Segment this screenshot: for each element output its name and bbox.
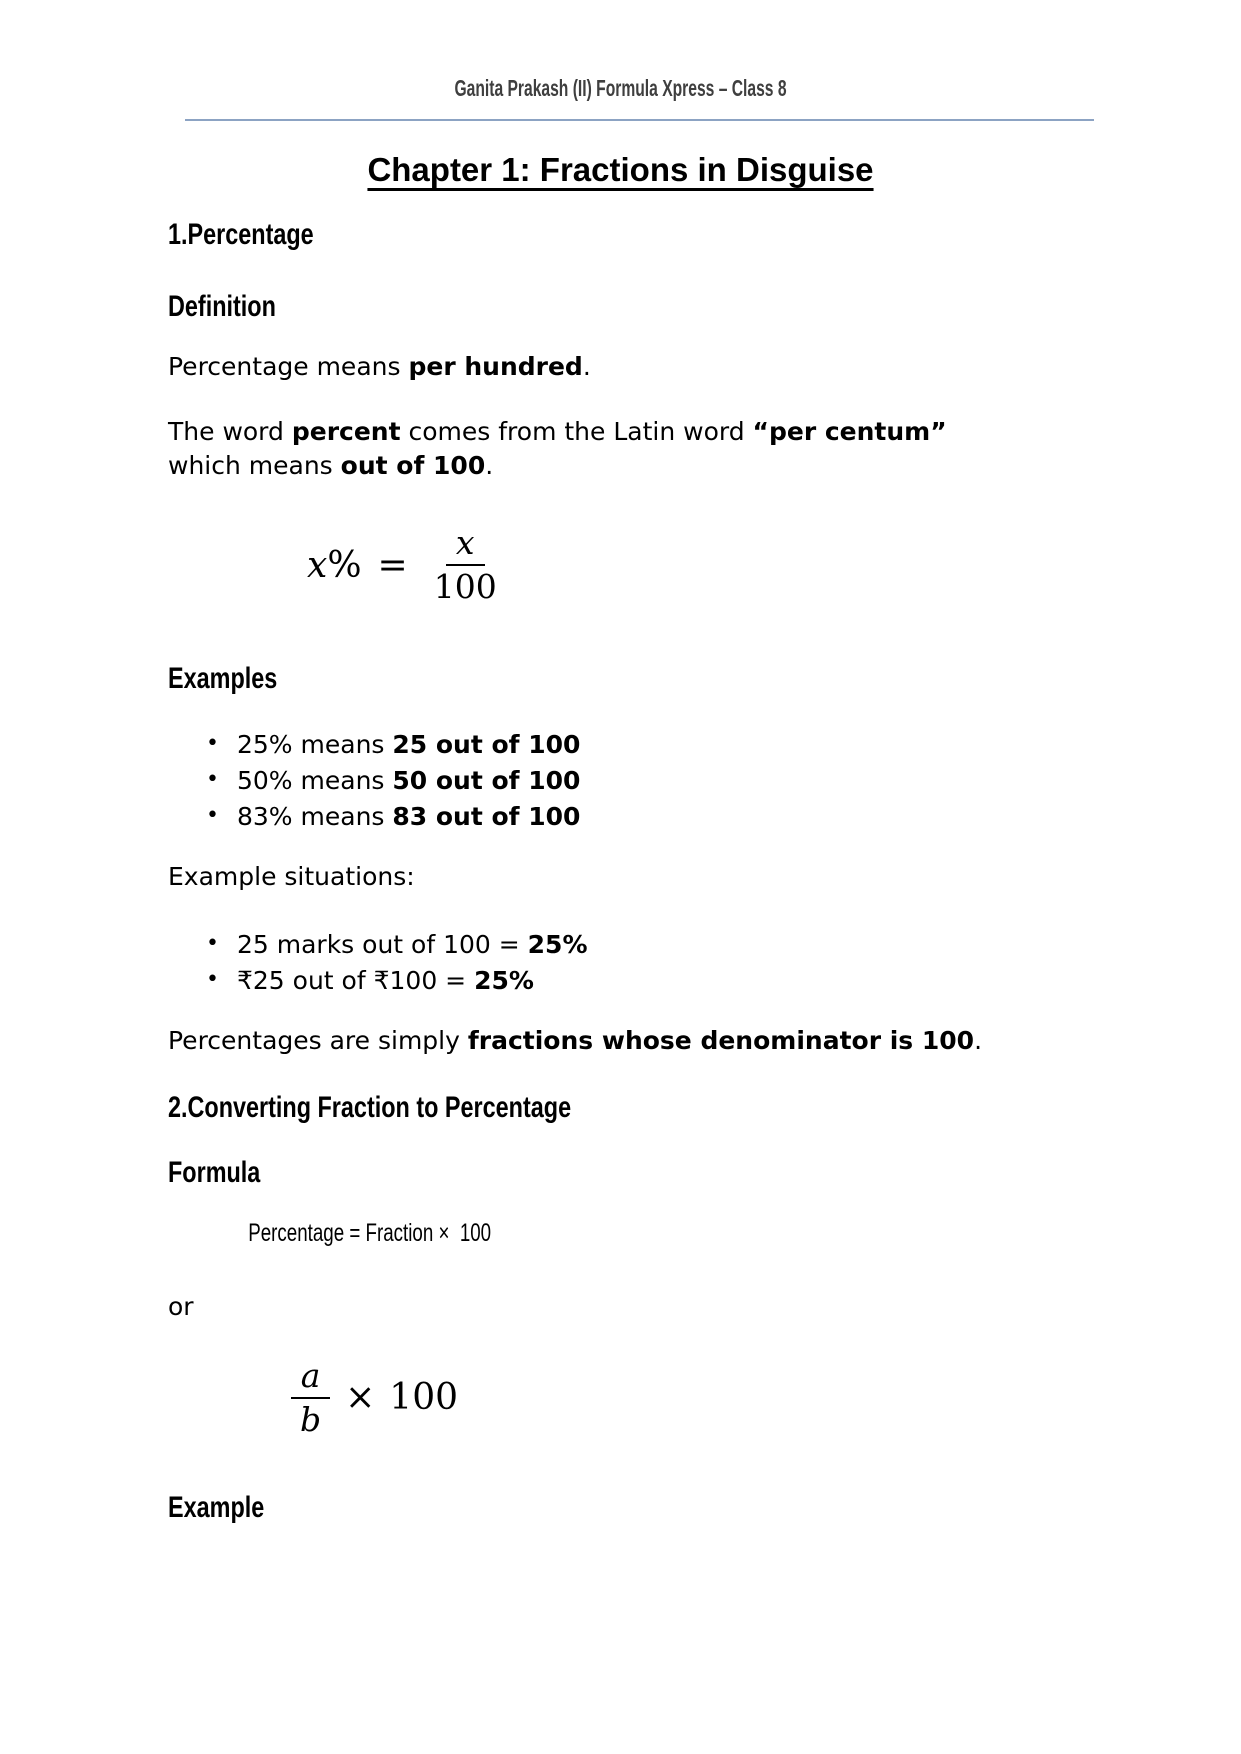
list-item: • 83% means 83 out of 100 xyxy=(237,799,1073,835)
chapter-title: Chapter 1: Fractions in Disguise xyxy=(367,151,874,188)
example-situations-label: Example situations: xyxy=(168,861,415,891)
fraction-denominator: 100 xyxy=(433,567,497,607)
formula-a-over-b xyxy=(168,1355,1073,1439)
list-item: • ₹25 out of ₹100 = 25% xyxy=(237,963,1073,999)
examples-heading: Examples xyxy=(168,661,278,695)
section-heading-converting: 2.Converting Fraction to Percentage xyxy=(168,1090,572,1124)
running-header-title: Ganita Prakash (II) Formula Xpress – Class 8 xyxy=(454,75,787,101)
formula-variable-x: x xyxy=(307,544,328,586)
fraction-numerator: a xyxy=(291,1358,331,1399)
formula-percent-sign: % xyxy=(327,544,362,586)
situations-bullet-list xyxy=(168,927,1073,999)
section-heading-percentage: 1.Percentage xyxy=(168,218,314,251)
list-item: • 25% means 25 out of 100 xyxy=(237,727,1073,763)
list-item: • 50% means 50 out of 100 xyxy=(237,763,1073,799)
fraction-numerator: x xyxy=(446,525,485,566)
paragraph-fractions-denominator: Percentages are simply fractions whose denominator is 100. xyxy=(168,1025,983,1055)
formula-x-percent xyxy=(168,525,1073,606)
formula-equals-sign: = xyxy=(377,544,408,586)
fraction-denominator: b xyxy=(300,1399,322,1439)
fraction-x-over-100 xyxy=(424,525,507,606)
formula-text-line: Percentage = Fraction × 100 xyxy=(248,1218,492,1247)
paragraph-latin-origin: The word percent comes from the Latin word “per centum” which means out of 100. xyxy=(168,417,947,480)
example-heading: Example xyxy=(168,1491,265,1525)
page-content xyxy=(0,148,1241,1525)
examples-bullet-list xyxy=(168,727,1073,835)
or-label: or xyxy=(168,1291,194,1321)
multiplication-sign: × xyxy=(345,1377,376,1419)
header-rule-divider xyxy=(185,119,1094,121)
fraction-a-over-b xyxy=(290,1355,331,1439)
list-item: • 25 marks out of 100 = 25% xyxy=(237,927,1073,963)
definition-heading: Definition xyxy=(168,290,276,323)
formula-heading: Formula xyxy=(168,1155,261,1189)
formula-operand-100: 100 xyxy=(389,1377,459,1419)
paragraph-definition: Percentage means per hundred. xyxy=(168,352,591,381)
